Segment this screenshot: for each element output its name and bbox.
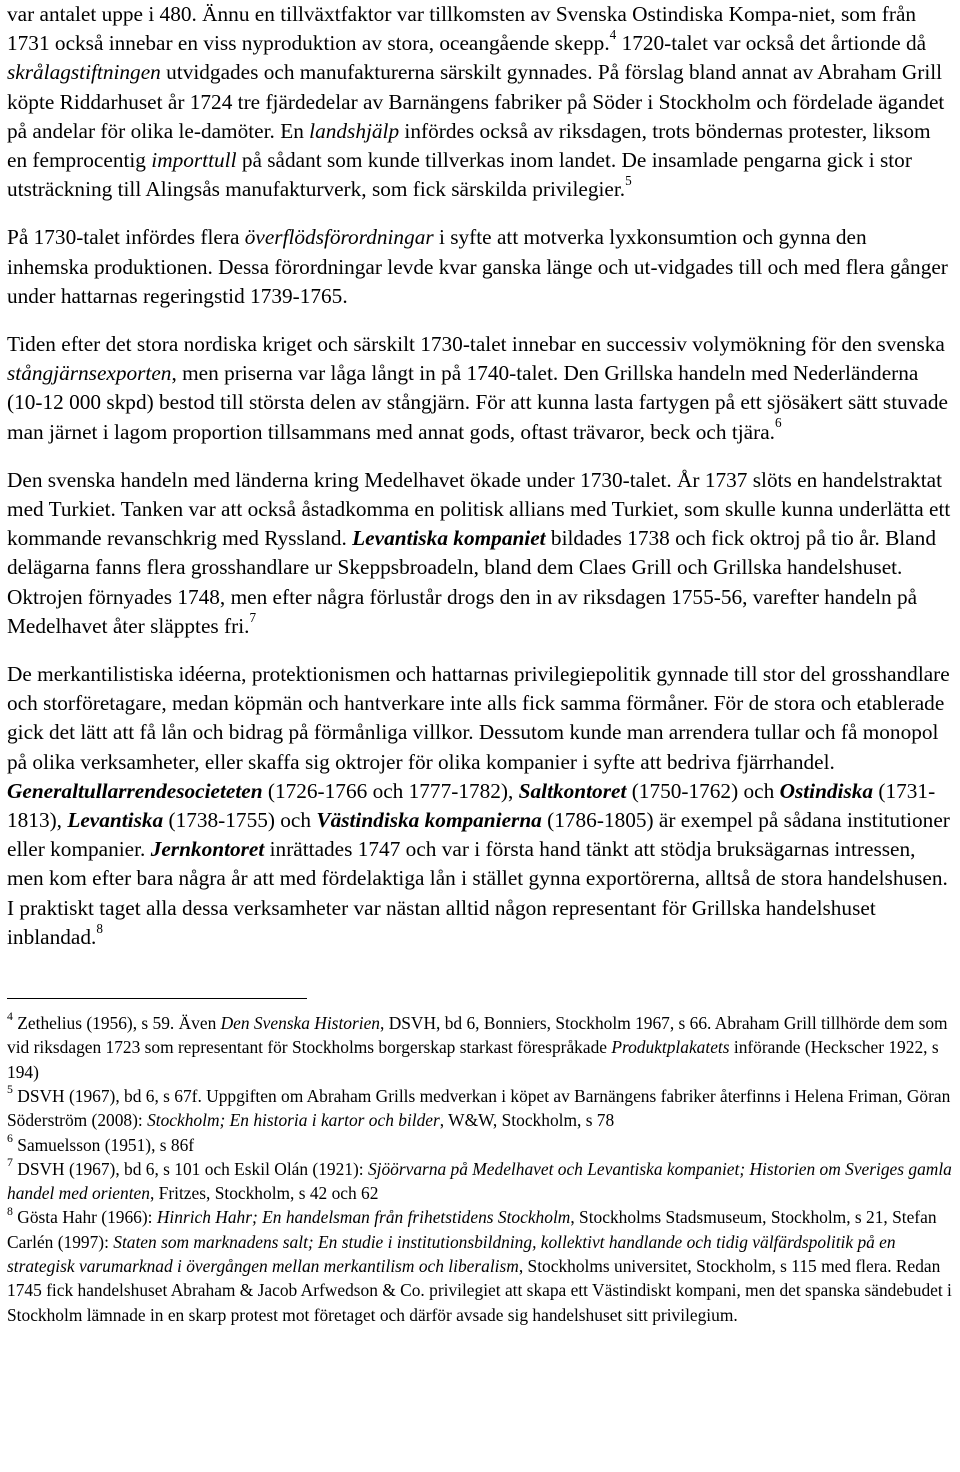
italic-term: landshjälp	[309, 118, 400, 143]
paragraph	[7, 330, 953, 447]
text-run: Samuelsson (1951), s 86f	[12, 1134, 195, 1155]
text-run: , Stockholms universitet, Stockholm, s 115 med flera. Redan 1745 fick handelshuset Abraham & Jacob Arfwedson & Co. privilegiet att skapa ett Västindiskt kompani, men det spanska sändebudet i Stockholm lämnade in en skarp protest mot företaget och därför avsade sig handelshuset sitt privilegium.	[7, 1256, 952, 1325]
footnote-divider	[7, 998, 307, 999]
text-run: infördes också av riksdagen, trots böndernas protester, liksom en femprocentig	[7, 118, 931, 173]
text-run: på sådant som kunde tillverkas inom landet. De insamlade pengarna gick i stor utsträckning till Alingsås manufakturverk, som fick särskilda privilegier.	[7, 148, 912, 202]
text-run: , DSVH, bd 6, Bonniers, Stockholm 1967, s 66. Abraham Grill tillhörde dem som vid riksdagen 1723 som representant för Stockholms borgerskap starkast förespråkade	[7, 1013, 948, 1058]
text-run: i syfte att motverka lyxkonsumtion och gynna den inhemska produktionen. Dessa förordningar levde kvar ganska länge och ut-vidgades till och med flera gånger under hattarnas regeringstid 1739-1765.	[7, 225, 948, 308]
text-run: Tiden efter det stora nordiska kriget och särskilt 1730-talet innebar en successiv volymökning för den svenska	[7, 332, 945, 357]
italic-term: Stockholm; En historia i kartor och bilder	[147, 1110, 440, 1131]
text-run: var antalet uppe i 480. Ännu en tillväxtfaktor var tillkomsten av Svenska Ostindiska Kompa-niet, som från 1731 också innebar en viss nyproduktion av stora, oceangående skepp.	[7, 2, 917, 56]
paragraph	[7, 660, 953, 952]
text-run: utvidgades och manufakturerna särskilt gynnades. På förslag bland annat av Abraham Grill köpte Riddarhuset år 1724 tre fjärdedelar av Barnängens fabriker på Söder i Stockholm och fördelade ägandet på andelar för olika le-damöter. En	[7, 60, 945, 143]
footnote-ref: 6	[7, 1130, 13, 1145]
text-run: inrättades 1747 och var i första hand tänkt att stödja bruksägarnas intressen, men kom efter bara några år att med fördelaktiga lån i stället gynna exportörerna, alltså de stora handelshusen. I praktiskt taget alla dessa verksamheter var nästan alltid någon representant för Grillska handelshuset inblandad.	[7, 837, 948, 949]
italic-term: skrålagstiftningen	[7, 60, 161, 85]
text-run: (1738-1755) och	[163, 808, 317, 833]
bold-italic-term: Saltkontoret	[518, 778, 627, 803]
text-run: (1731-1813),	[7, 778, 936, 833]
text-run: 1720-talet var också det årtionde då	[616, 31, 927, 56]
footnote-ref: 5	[7, 1082, 13, 1097]
text-run: , Stockholms Stadsmuseum, Stockholm, s 21, Stefan Carlén (1997):	[7, 1207, 937, 1252]
bold-italic-term: Generaltullarrendesocieteten	[7, 778, 263, 803]
footnote-ref: 5	[625, 173, 632, 188]
footnote-ref: 4	[7, 1009, 13, 1024]
text-run: På 1730-talet infördes flera	[7, 225, 245, 250]
text-run: (1786-1805) är exempel på sådana institutioner eller kompanier.	[7, 808, 950, 862]
footnote	[7, 1084, 953, 1133]
bold-italic-term: Västindiska kompanierna	[316, 808, 542, 833]
footnote-ref: 8	[96, 920, 103, 936]
text-run: (1726-1766 och 1777-1782),	[262, 778, 519, 803]
bold-italic-term: Levantiska kompaniet	[352, 526, 546, 551]
italic-term: Hinrich Hahr; En handelsman från frihetstidens Stockholm	[156, 1207, 571, 1228]
text-run: , Fritzes, Stockholm, s 42 och 62	[149, 1183, 379, 1204]
footnote	[7, 1011, 953, 1084]
bold-italic-term: Levantiska	[67, 808, 164, 833]
bold-italic-term: Ostindiska	[779, 778, 874, 803]
italic-term: Sjöörvarna på Medelhavet och Levantiska kompaniet; Historien om Sveriges gamla handel med orienten	[7, 1158, 952, 1204]
text-run: , men priserna var låga långt in på 1740-talet. Den Grillska handeln med Nederländerna (10-12 000 skpd) bestod till största delen av stångjärn. För att kunna lasta fartygen på ett sjösäkert sätt stuvade man järnet i lagom proportion tillsammans med annat gods, oftast trävaror, beck och tjära.	[7, 361, 948, 444]
footnote-ref: 6	[774, 415, 782, 431]
text-run: Den svenska handeln med länderna kring Medelhavet ökade under 1730-talet. År 1737 slöts en handelstraktat med Turkiet. Tanken var att också åstadkomma en politisk allians med Turkiet, som skulle kunna underlätta ett kommande revanschkrig med Ryssland.	[7, 467, 951, 551]
footnote-ref: 4	[609, 26, 617, 42]
footnote-ref: 8	[7, 1203, 13, 1218]
paragraph	[7, 0, 953, 204]
italic-term: stångjärnsexporten	[7, 361, 172, 386]
paragraph	[7, 466, 953, 641]
footnote	[7, 1157, 953, 1206]
paragraph	[7, 223, 953, 311]
footnote	[7, 1205, 953, 1326]
footnotes	[7, 1011, 953, 1327]
body-text	[7, 0, 953, 952]
text-run: Zethelius (1956), s 59. Även	[12, 1013, 221, 1034]
italic-term: importtull	[151, 148, 237, 173]
italic-term: Den Svenska Historien	[220, 1013, 380, 1034]
text-run: Gösta Hahr (1966):	[12, 1207, 157, 1228]
text-run: , W&W, Stockholm, s 78	[439, 1110, 615, 1131]
text-run: DSVH (1967), bd 6, s 101 och Eskil Olán (1921):	[12, 1158, 368, 1179]
text-run: DSVH (1967), bd 6, s 67f. Uppgiften om Abraham Grills medverkan i köpet av Barnängens fabriker återfinns i Helena Friman, Göran Söderström (2008):	[7, 1085, 951, 1131]
footnote-ref: 7	[249, 609, 257, 625]
footnote	[7, 1130, 953, 1157]
italic-term: överflödsförordningar	[244, 225, 434, 250]
italic-term: Produktplakatets	[611, 1037, 730, 1058]
text-run: bildades 1738 och fick oktroj på tio år. Bland delägarna fanns flera grosshandlare ur Skeppsbroadeln, bland dem Claes Grill och Grillska handelshuset. Oktrojen förnyades 1748, men efter några förlustår drogs den in av riksdagen 1755-56, varefter handeln på Medelhavet åter släpptes fri.	[7, 526, 936, 638]
text-run: införande (Heckscher 1922, s 194)	[7, 1037, 939, 1082]
bold-italic-term: Jernkontoret	[150, 837, 265, 862]
footnote-ref: 7	[7, 1155, 13, 1170]
text-run: (1750-1762) och	[626, 778, 780, 803]
italic-term: Staten som marknadens salt; En studie i institutionsbildning, kollektivt handlande och tidig välfärdspolitik på en strategisk varumarknad i övergången mellan merkantilism och liberalism	[7, 1231, 896, 1277]
text-run: De merkantilistiska idéerna, protektionismen och hattarnas privilegiepolitik gynnade till stor del grosshandlare och storföretagare, medan köpmän och hantverkare inte alls fick samma förmåner. För de stora och etablerade gick det lätt att få lån och bidrag på förmånliga villkor. Dessutom kunde man arrendera tullar och få monopol på olika verksamheter, eller skaffa sig oktrojer för olika kompanier i syfte att bedriva fjärrhandel.	[7, 662, 950, 774]
